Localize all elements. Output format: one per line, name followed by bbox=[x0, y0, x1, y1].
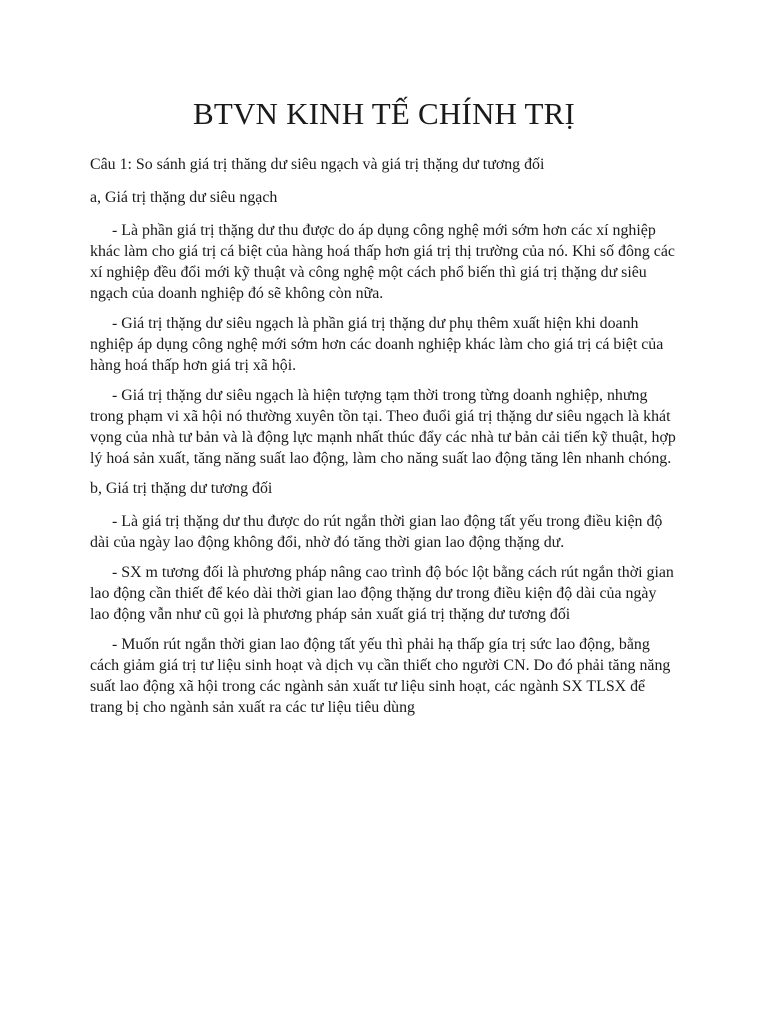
document-title: BTVN KINH TẾ CHÍNH TRỊ bbox=[192, 96, 576, 131]
section-b-paragraph-2: - SX m tương đối là phương pháp nâng cao trình độ bóc lột bằng cách rút ngắn thời gian lao động cần thiết để kéo dài thời gian lao động thặng dư trong điều kiện độ dài của ngày lao động vẫn như cũ gọi là phương pháp sản xuất giá trị thặng dư tương đối bbox=[90, 564, 674, 623]
question-heading: Câu 1: So sánh giá trị thăng dư siêu ngạch và giá trị thặng dư tương đối bbox=[90, 156, 545, 173]
section-b-heading: b, Giá trị thặng dư tương đối bbox=[90, 480, 273, 497]
section-a-paragraph-3: - Giá trị thặng dư siêu ngạch là hiện tượng tạm thời trong từng doanh nghiệp, nhưng trong phạm vi xã hội nó thường xuyên tồn tại. Theo đuổi giá trị thặng dư siêu ngạch là khát vọng của nhà tư bản và là động lực mạnh nhất thúc đẩy các nhà tư bản cải tiến kỹ thuật, hợp lý hoá sản xuất, tăng năng suất lao động, làm cho năng suất lao động tăng lên nhanh chóng. bbox=[90, 387, 676, 467]
section-b-paragraph-1: - Là giá trị thặng dư thu được do rút ngắn thời gian lao động tất yếu trong điều kiện độ dài của ngày lao động không đổi, nhờ đó tăng thời gian lao động thặng dư. bbox=[90, 513, 663, 551]
section-a-heading: a, Giá trị thặng dư siêu ngạch bbox=[90, 189, 278, 206]
section-a-paragraph-2: - Giá trị thặng dư siêu ngạch là phần giá trị thặng dư phụ thêm xuất hiện khi doanh nghiệp áp dụng công nghệ mới sớm hơn các doanh nghiệp khác làm cho giá trị cá biệt của hàng hoá thấp hơn giá trị xã hội. bbox=[90, 315, 664, 374]
section-b-paragraph-3: - Muốn rút ngắn thời gian lao động tất yếu thì phải hạ thấp gía trị sức lao động, bằng cách giảm giá trị tư liệu sinh hoạt và dịch vụ cần thiết cho người CN. Do đó phải tăng năng suất lao động xã hội trong các ngành sản xuất tư liệu sinh hoạt, các ngành SX TLSX để trang bị cho ngành sản xuất ra các tư liệu tiêu dùng bbox=[90, 636, 671, 716]
section-a-paragraph-1: - Là phần giá trị thặng dư thu được do áp dụng công nghệ mới sớm hơn các xí nghiệp khác làm cho giá trị cá biệt của hàng hoá thấp hơn giá trị thị trường của nó. Khi số đông các xí nghiệp đều đổi mới kỹ thuật và công nghệ một cách phổ biến thì giá trị thặng dư siêu ngạch của doanh nghiệp đó sẽ không còn nữa. bbox=[90, 222, 675, 302]
